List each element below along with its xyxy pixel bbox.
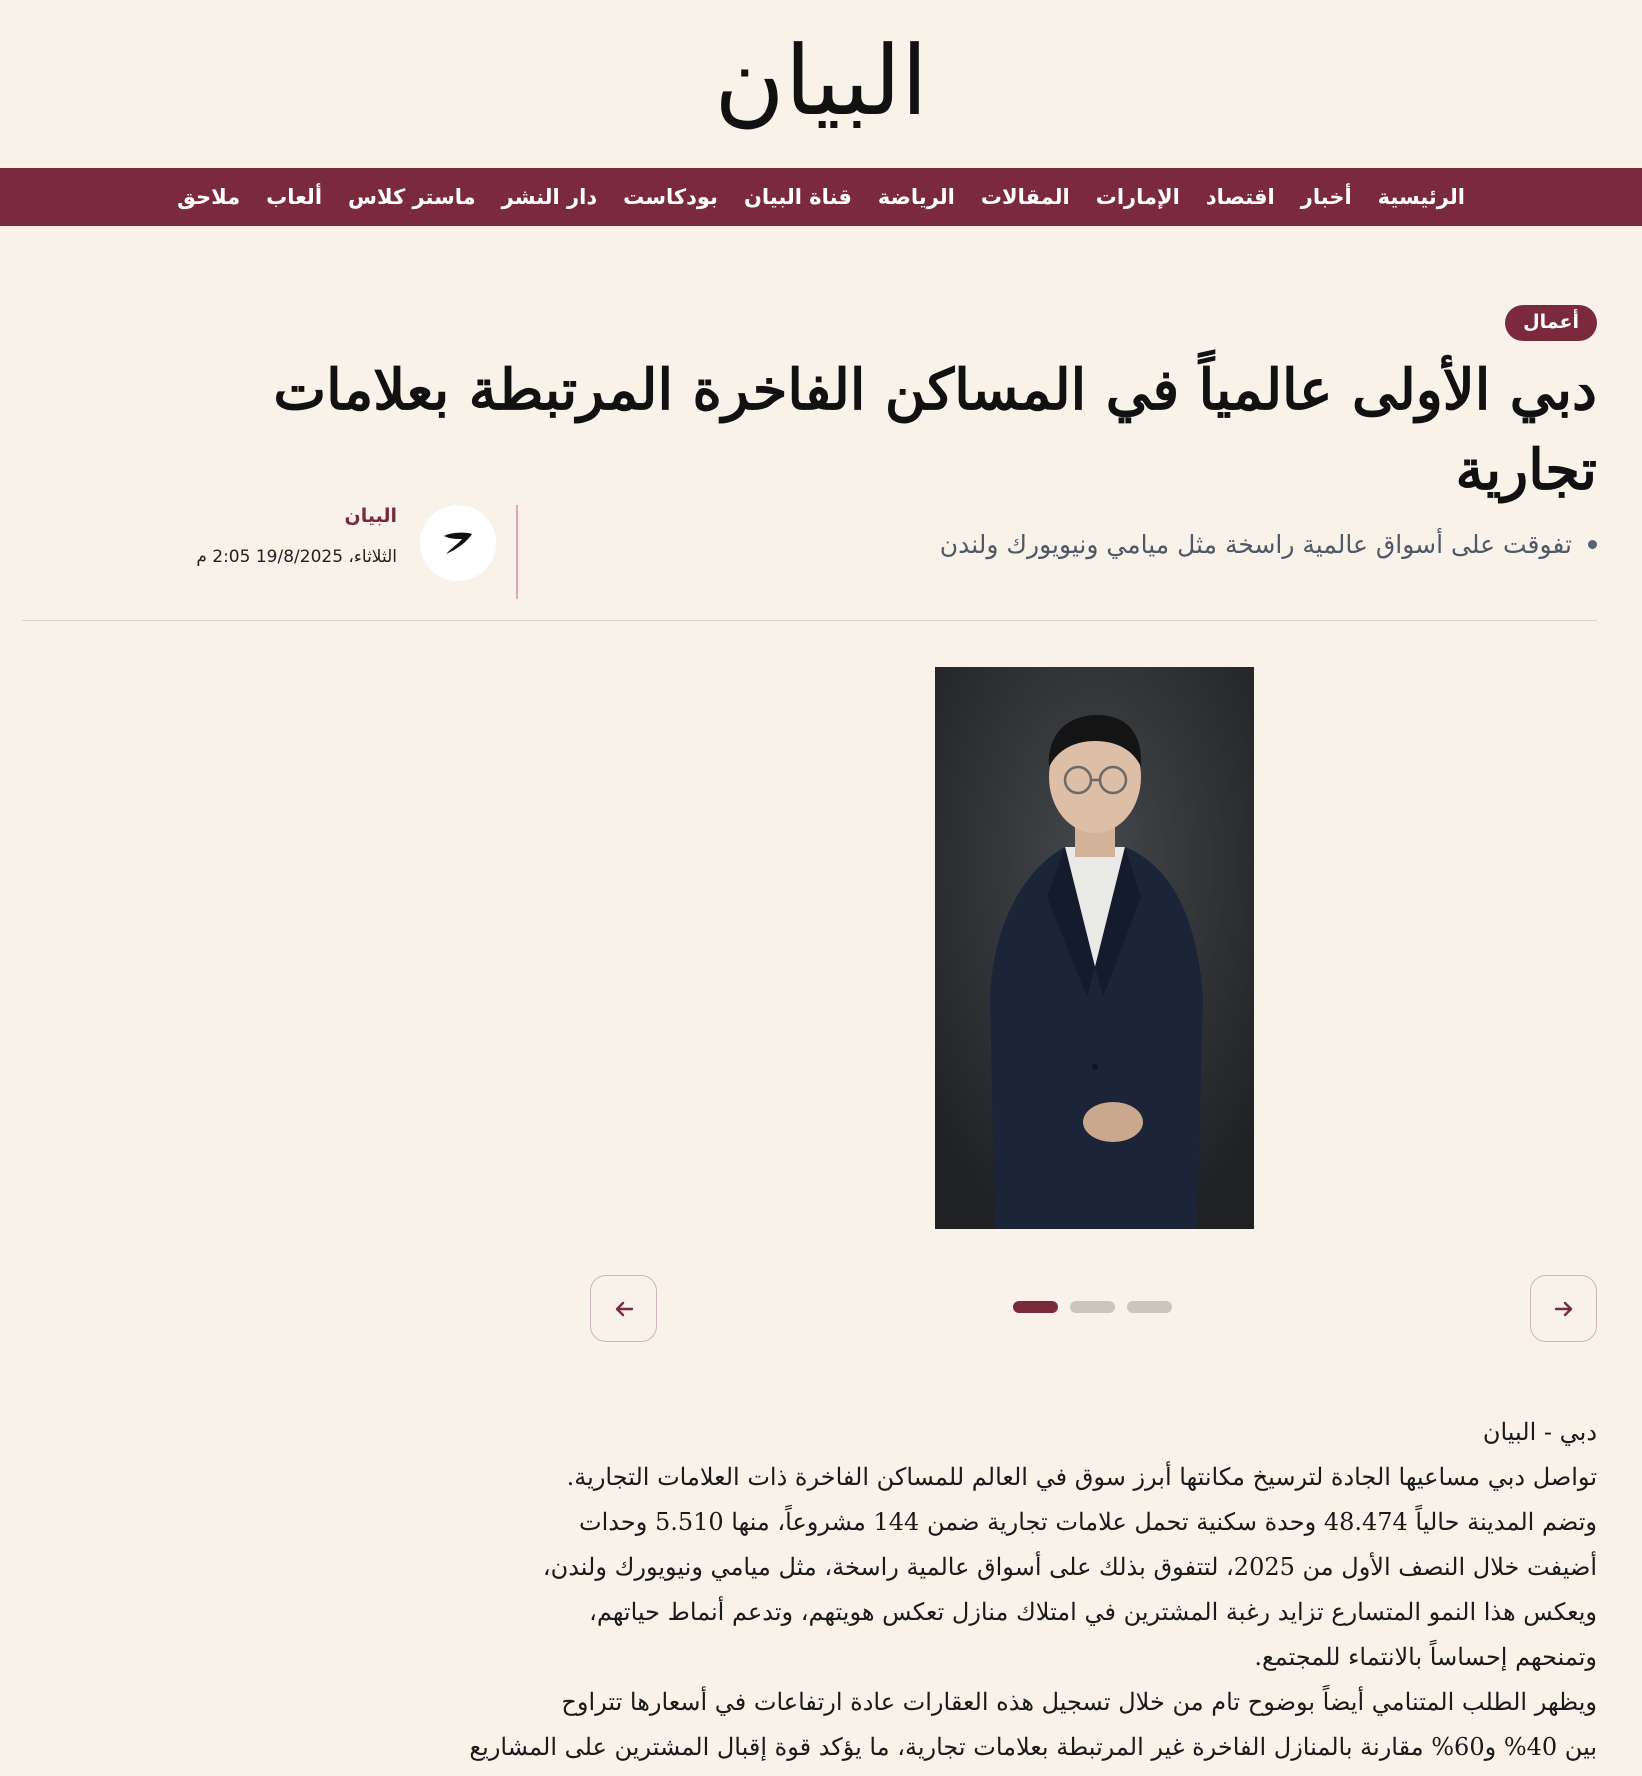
article-headline: دبي الأولى عالمياً في المساكن الفاخرة المرتبطة بعلامات تجارية	[273, 357, 1597, 503]
carousel-prev-button[interactable]	[590, 1275, 657, 1342]
meta-divider	[516, 505, 518, 599]
article-summary	[897, 530, 1597, 559]
article-photo[interactable]	[935, 667, 1254, 1229]
nav-item-supplements[interactable]: ملاحق	[177, 185, 241, 209]
author-avatar[interactable]	[420, 505, 496, 581]
category-badge[interactable]: أعمال	[1505, 305, 1597, 341]
carousel-dot[interactable]	[1013, 1301, 1058, 1313]
albayan-mark-icon	[438, 528, 478, 558]
portrait-image-icon	[935, 667, 1254, 1229]
body-line: أضيفت خلال النصف الأول من 2025، لتتفوق بذلك على أسواق عالمية راسخة، مثل ميامي ونيويورك ولندن،	[542, 1553, 1597, 1581]
nav-item-emirates[interactable]: الإمارات	[1095, 185, 1180, 209]
body-line: دبي - البيان	[1482, 1418, 1597, 1446]
author-name[interactable]: البيان	[344, 505, 397, 527]
nav-item-podcast[interactable]: بودكاست	[623, 185, 718, 209]
nav-item-economy[interactable]: اقتصاد	[1205, 185, 1275, 209]
nav-item-albayan-channel[interactable]: قناة البيان	[743, 185, 852, 209]
article-body	[469, 1410, 1597, 1770]
summary-text: تفوقت على أسواق عالمية راسخة مثل ميامي ونيويورك ولندن	[939, 530, 1572, 559]
publish-date: الثلاثاء، 19/8/2025 2:05 م	[196, 547, 397, 567]
header-separator	[22, 620, 1597, 621]
carousel-dot[interactable]	[1070, 1301, 1115, 1313]
nav-item-news[interactable]: أخبار	[1300, 185, 1352, 209]
nav-item-publishing-house[interactable]: دار النشر	[501, 185, 598, 209]
bullet-dot-icon	[1588, 540, 1597, 549]
body-line: تواصل دبي مساعيها الجادة لترسيخ مكانتها أبرز سوق في العالم للمساكن الفاخرة ذات العلامات التجارية.	[566, 1463, 1597, 1491]
carousel-pagination	[1013, 1301, 1172, 1313]
arrow-left-icon	[612, 1297, 636, 1321]
body-line: وتضم المدينة حالياً 48.474 وحدة سكنية تحمل علامات تجارية ضمن 144 مشروعاً، منها 5.510 وحدات	[579, 1508, 1597, 1536]
nav-item-games[interactable]: ألعاب	[266, 185, 323, 209]
body-line: بين 40% و60% مقارنة بالمنازل الفاخرة غير المرتبطة بعلامات تجارية، ما يؤكد قوة إقبال المشترين على المشاريع	[469, 1733, 1597, 1761]
nav-item-home[interactable]: الرئيسية	[1377, 185, 1465, 209]
carousel-dot[interactable]	[1127, 1301, 1172, 1313]
carousel-next-button[interactable]	[1530, 1275, 1597, 1342]
nav-item-master-class[interactable]: ماستر كلاس	[348, 185, 476, 209]
body-line: ويعكس هذا النمو المتسارع تزايد رغبة المشترين في امتلاك منازل تعكس هويتهم، وتدعم أنماط حياتهم،	[589, 1598, 1597, 1626]
body-line: وتمنحهم إحساساً بالانتماء للمجتمع.	[1254, 1643, 1597, 1671]
main-nav	[0, 168, 1642, 226]
site-logo[interactable]: البيان	[714, 25, 928, 137]
arrow-right-icon	[1552, 1297, 1576, 1321]
nav-item-sports[interactable]: الرياضة	[877, 185, 955, 209]
body-line: ويظهر الطلب المتنامي أيضاً بوضوح تام من خلال تسجيل هذه العقارات عادة ارتفاعات في أسعارها تتراوح	[561, 1688, 1597, 1716]
nav-item-articles[interactable]: المقالات	[980, 185, 1070, 209]
